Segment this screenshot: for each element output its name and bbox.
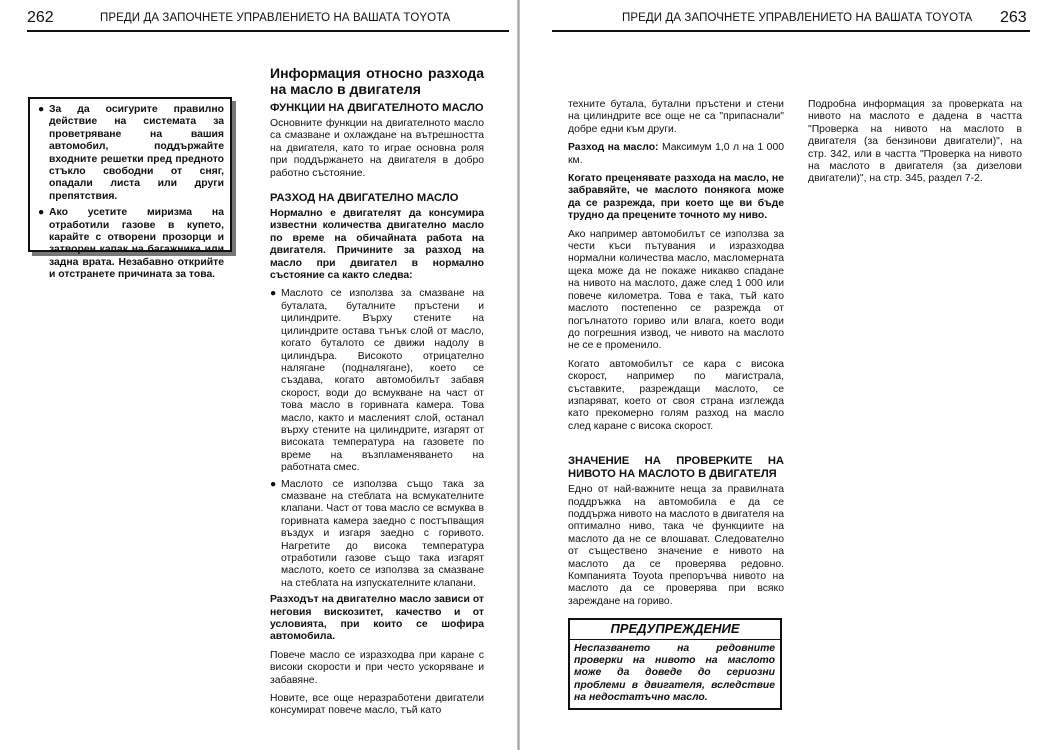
text-column-2 xyxy=(808,99,1022,192)
max-value: Максимум 1,0 л на 1 000 км. xyxy=(568,142,785,166)
article-column xyxy=(270,65,484,724)
page-header: ПРЕДИ ДА ЗАПОЧНЕТЕ УПРАВЛЕНИЕТО НА ВАШАТА TOYOTA xyxy=(622,12,973,24)
right-page xyxy=(522,0,1041,750)
header-rule xyxy=(27,30,509,32)
continuation-text: техните бутала, бутални пръстени и стени на цилиндрите все още не са "припаснали" добре едни към други. xyxy=(568,99,784,135)
importance-heading: ЗНАЧЕНИЕ НА ПРОВЕРКИТЕ НА НИВОТО НА МАСЛОТО В ДВИГАТЕЛЯ xyxy=(568,455,784,481)
paragraph-1: Ако например автомобилът се използва за чести къси пътувания и изразходва нормални количества масло, масломерната щека може да не покаже никакво спадане на нивото на маслото, даже след 1 000 или повече километра. Това е така, тъй като маслото постепенно се разрежда от погълнатото гориво или влага, което води до погрешния извод, че нивото на маслото не се е променило. xyxy=(568,228,784,352)
bullet-icon: ● xyxy=(270,288,277,300)
page-number: 262 xyxy=(27,9,54,26)
header-rule xyxy=(552,30,1030,32)
page-number: 263 xyxy=(1000,9,1027,26)
book-spine xyxy=(517,0,520,750)
caution-box xyxy=(568,618,782,709)
page-header: ПРЕДИ ДА ЗАПОЧНЕТЕ УПРАВЛЕНИЕТО НА ВАШАТА TOYOTA xyxy=(100,12,451,24)
paragraph-2: Когато автомобилът се кара с висока скорост, например по магистрала, съставките, разреждащи маслото, се изпаряват, което от своя страна изглежда като прекомерно голям разход на масло след каране с висока скорост. xyxy=(568,358,784,432)
warning-item: ● За да осигурите правилно действие на системата за проветряване на вашия автомобил, поддържайте входните решетки пред предното стъкло свободни от сняг, опадали листа или други препятствия. xyxy=(38,104,224,202)
warning-item: ● Ако усетите миризма на отработили газове в купето, карайте с отворени прозорци и затворен капак на багажника или задна врата. Незабавно открийте и отстранете причината за това. xyxy=(38,207,224,281)
consumption-heading: РАЗХОД НА ДВИГАТЕЛНО МАСЛО xyxy=(270,192,459,205)
max-label: Разход на масло: xyxy=(568,142,659,154)
bold-note: Когато преценявате разхода на масло, не забравяйте, че маслото понякога може да се разрежда, при което ще ви бъде трудно да прецените точното му ниво. xyxy=(568,173,784,222)
bullet-icon: ● xyxy=(38,207,45,219)
functions-heading: ФУНКЦИИ НА ДВИГАТЕЛНОТО МАСЛО xyxy=(270,102,484,114)
list-item: ● Маслото се използва също така за смазване на стеблата на всмукателните клапани. Част от това масло се всмуква в горивната камера заедно с постъпващия въздух и изгаря заедно с горивото. Нагретите до висока температура отработили газове също така изгарят маслото, което се използва за смазване на стеблата на изпускателните клапани. xyxy=(270,478,484,589)
text-column-1 xyxy=(568,99,784,710)
consumption-intro: Нормално е двигателят да консумира известни количества двигателно масло по време на обичайната работа на двигателя. Причините за разход на масло при двигател в нормално състояние са както следва: xyxy=(270,208,484,282)
list-item: ● Маслото се използва за смазване на буталата, буталните пръстени и цилиндрите. Върху стените на цилиндрите остава тънък слой от масло, когато буталото се движи надолу в цилиндъра. Високото отрицателно налягане (подналягане), което се създава, когато автомобилът забавя скорост, води до всмукване на част от това масло в горивната камера. Това масло, както и масленият слой, останал върху стените на цилиндрите, изгарят от високата температура на газовете по време на възпламеняването на работната смес. xyxy=(270,288,484,474)
new-engines-text: Новите, все още неразработени двигатели консумират повече масло, тъй като xyxy=(270,693,484,717)
bullet-icon: ● xyxy=(270,478,277,490)
caution-title: ПРЕДУПРЕЖДЕНИЕ xyxy=(570,620,780,639)
caution-text: Неспазването на редовните проверки на нивото на маслото може да доведе до сериозни проблеми в двигателя, вследствие на недостатъчно масло. xyxy=(574,642,775,704)
bullet-icon: ● xyxy=(38,104,45,115)
max-consumption xyxy=(568,142,784,167)
warning-box xyxy=(28,97,232,281)
viscosity-text: Разходът на двигателно масло зависи от неговия вискозитет, качество и от условията, при които се шофира автомобила. xyxy=(270,594,484,643)
reference-text: Подробна информация за проверката на нивото на маслото е дадена в частта "Проверка на нивото на маслото в двигателя (за бензинови двигатели)", на стр. 342, или в частта "Проверка на нивото на маслото в двигателя (за дизелови двигатели)", на стр. 345, раздел 7-2. xyxy=(808,99,1022,185)
left-page xyxy=(0,0,515,750)
functions-text: Основните функции на двигателното масло са смазване и охлаждане на вътрешността на двигателя, като то играе основна роля при поддържането на двигателя в добро работно състояние. xyxy=(270,118,484,179)
article-title: Информация относно разхода на масло в двигателя xyxy=(270,65,484,97)
importance-text: Едно от най-важните неща за правилната поддръжка на автомобила е да се поддържа нивото на маслото в двигателя на оптимално ниво, така че функциите на маслото да не се влошават. Следователно от съществено значение е нивото на маслото да се проверява редовно. Компанията Toyota препоръчва нивото на маслото да се проверява при всяко зареждане на гориво. xyxy=(568,484,784,607)
highspeed-text: Повече масло се изразходва при каране с високи скорости и при често ускоряване и забавяне. xyxy=(270,649,484,686)
